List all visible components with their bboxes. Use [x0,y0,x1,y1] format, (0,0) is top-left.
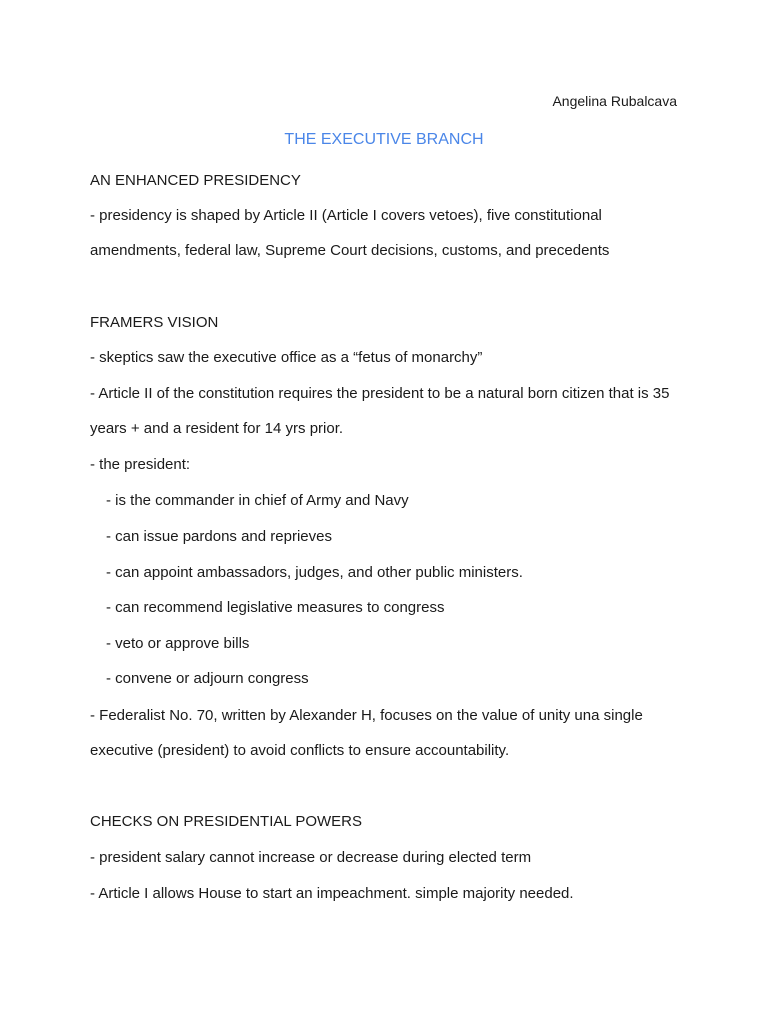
body-line: executive (president) to avoid conflicts to ensure accountability. [90,742,510,759]
body-line: - Federalist No. 70, written by Alexander H, focuses on the value of unity una single [90,707,643,724]
document-title: THE EXECUTIVE BRANCH [284,131,484,148]
section-heading-framers-vision: FRAMERS VISION [90,314,219,331]
author-name: Angelina Rubalcava [552,93,677,109]
list-item: - convene or adjourn congress [106,670,309,687]
body-line: - president salary cannot increase or decrease during elected term [90,849,532,866]
body-line: - the president: [90,456,191,473]
body-line: - skeptics saw the executive office as a “fetus of monarchy” [90,349,483,366]
body-line: - Article II of the constitution requires the president to be a natural born citizen that is 35 [90,385,670,402]
section-heading-checks-on-presidential-powers: CHECKS ON PRESIDENTIAL POWERS [90,813,362,830]
list-item: - is the commander in chief of Army and Navy [106,492,409,509]
body-line: years + and a resident for 14 yrs prior. [90,420,344,437]
list-item: - can issue pardons and reprieves [106,528,332,545]
body-line: amendments, federal law, Supreme Court decisions, customs, and precedents [90,242,610,259]
list-item: - can appoint ambassadors, judges, and other public ministers. [106,564,523,581]
list-item: - can recommend legislative measures to congress [106,599,445,616]
body-line: - Article I allows House to start an impeachment. simple majority needed. [90,885,574,902]
section-heading-enhanced-presidency: AN ENHANCED PRESIDENCY [90,172,301,189]
body-line: - presidency is shaped by Article II (Article I covers vetoes), five constitutional [90,207,602,224]
list-item: - veto or approve bills [106,635,250,652]
